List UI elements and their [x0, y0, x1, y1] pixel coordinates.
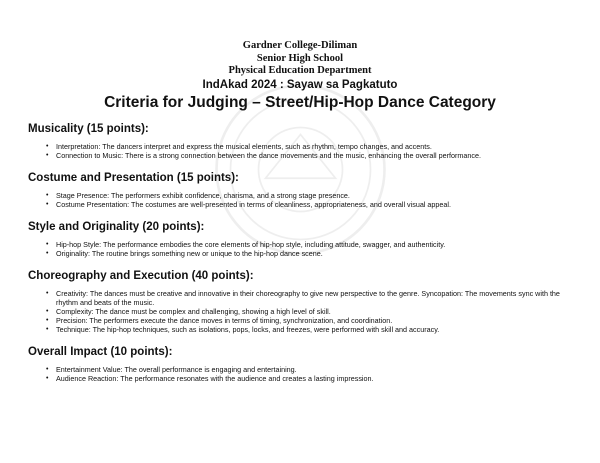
list-item-text: Creativity: The dances must be creative and innovative in their choreography to give new perspective to the genre. Syncopation: The movements sync with the rhythm and beats of the music. — [56, 289, 560, 307]
list-item — [46, 151, 573, 160]
bullet-icon: • — [46, 192, 49, 199]
criteria-list — [28, 142, 573, 160]
bullet-icon: • — [46, 375, 49, 382]
list-item-text: Originality: The routine brings something new or unique to the hip-hop dance scene. — [56, 249, 323, 258]
bullet-icon: • — [46, 201, 49, 208]
bullet-icon: • — [46, 241, 49, 248]
criteria-content — [28, 122, 573, 394]
school-name: Gardner College-Diliman — [242, 40, 358, 51]
list-item-text: Technique: The hip-hop techniques, such as isolations, pops, locks, and freezes, were performed with skill and accuracy. — [56, 325, 440, 334]
section-heading: Choreography and Execution (40 points): — [28, 270, 254, 282]
list-item — [46, 249, 573, 258]
criteria-list — [28, 289, 573, 334]
list-item — [46, 316, 573, 325]
section-choreography-execution — [28, 269, 573, 334]
section-heading: Costume and Presentation (15 points): — [28, 172, 239, 184]
bullet-icon: • — [46, 317, 49, 324]
section-heading: Overall Impact (10 points): — [28, 346, 173, 358]
section-heading: Musicality (15 points): — [28, 123, 149, 135]
department-name: Physical Education Department — [228, 65, 372, 76]
criteria-list — [28, 191, 573, 209]
list-item-text: Interpretation: The dancers interpret and express the musical elements, such as rhythm, tempo changes, and accents. — [56, 142, 432, 151]
bullet-icon: • — [46, 366, 49, 373]
list-item — [46, 200, 573, 209]
bullet-icon: • — [46, 326, 49, 333]
bullet-icon: • — [46, 152, 49, 159]
section-overall-impact — [28, 345, 573, 383]
section-musicality — [28, 122, 573, 160]
list-item — [46, 240, 573, 249]
bullet-icon: • — [46, 290, 49, 297]
bullet-icon: • — [46, 308, 49, 315]
section-heading: Style and Originality (20 points): — [28, 221, 205, 233]
section-style-originality — [28, 220, 573, 258]
list-item-text: Complexity: The dance must be complex and challenging, showing a high level of skill. — [56, 307, 331, 316]
list-item-text: Audience Reaction: The performance resonates with the audience and creates a lasting impression. — [56, 374, 374, 383]
list-item-text: Precision: The performers execute the dance moves in terms of timing, synchronization, and coordination. — [56, 316, 393, 325]
list-item-text: Connection to Music: There is a strong connection between the dance movements and the music, enhancing the overall performance. — [56, 151, 481, 160]
list-item — [46, 142, 573, 151]
document-header — [0, 40, 600, 113]
document-title: Criteria for Judging – Street/Hip-Hop Dance Category — [104, 93, 496, 111]
list-item — [46, 374, 573, 383]
list-item-text: Stage Presence: The performers exhibit confidence, charisma, and a strong stage presence. — [56, 191, 350, 200]
bullet-icon: • — [46, 250, 49, 257]
list-item — [46, 365, 573, 374]
criteria-list — [28, 365, 573, 383]
list-item — [46, 325, 573, 334]
list-item-text: Costume Presentation: The costumes are well-presented in terms of cleanliness, appropriateness, and overall visual appeal. — [56, 200, 451, 209]
list-item-text: Hip-hop Style: The performance embodies the core elements of hip-hop style, including attitude, swagger, and authenticity. — [56, 240, 446, 249]
list-item-text: Entertainment Value: The overall performance is engaging and entertaining. — [56, 365, 297, 374]
school-level: Senior High School — [256, 52, 344, 64]
list-item — [46, 289, 573, 307]
section-costume-presentation — [28, 171, 573, 209]
event-name: IndAkad 2024 : Sayaw sa Pagkatuto — [202, 78, 398, 91]
bullet-icon: • — [46, 143, 49, 150]
list-item — [46, 191, 573, 200]
criteria-list — [28, 240, 573, 258]
list-item — [46, 307, 573, 316]
